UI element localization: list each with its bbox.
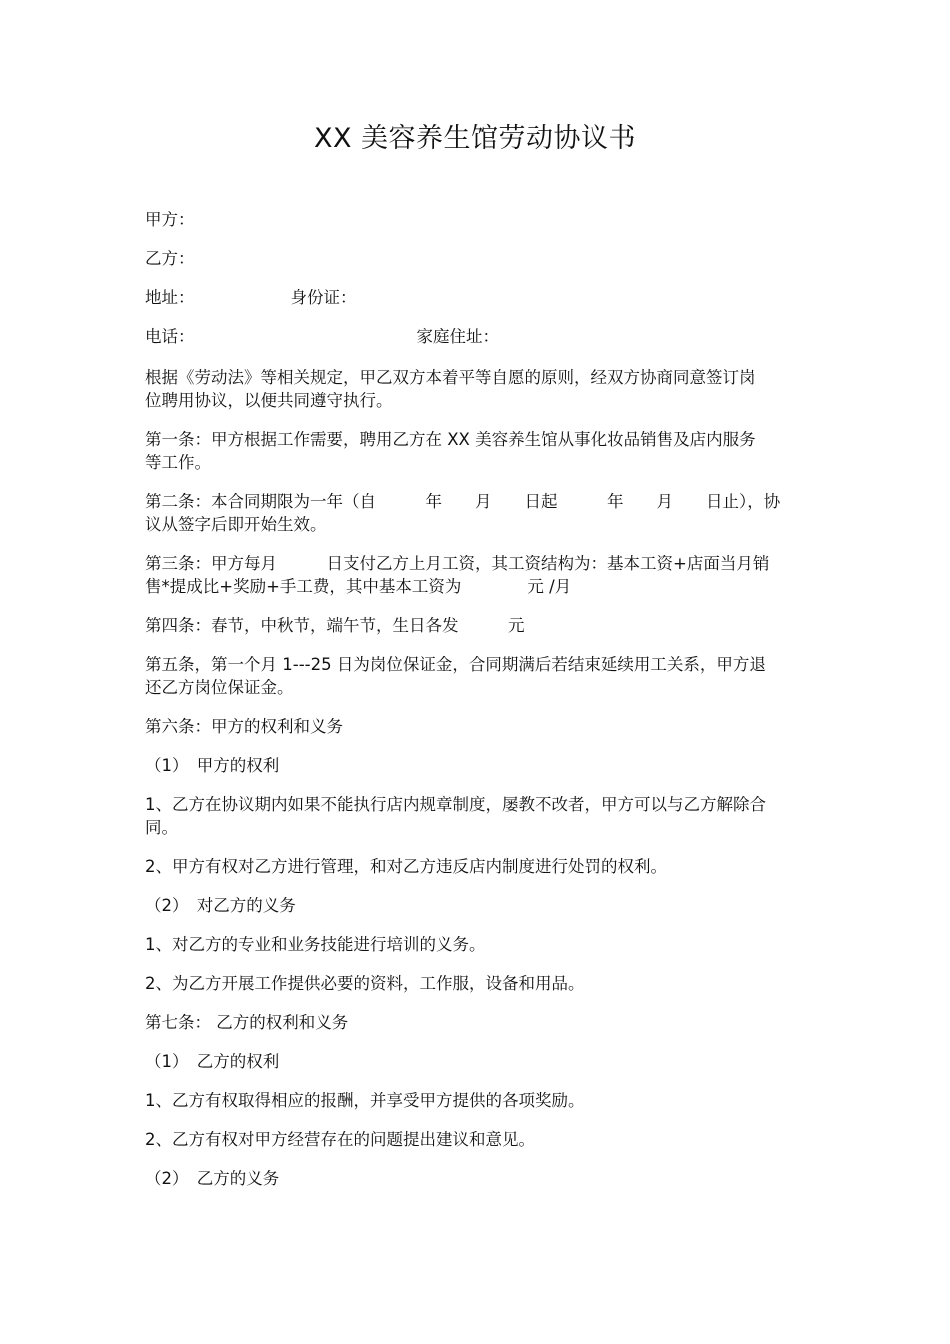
article-5-line-1: 第五条，第一个月 1---25 日为岗位保证金，合同期满后若结束延续用工关系，甲方退	[145, 655, 766, 674]
article-4: 第四条：春节，中秋节，端午节，生日各发 元	[145, 616, 525, 635]
intro-line-2: 位聘用协议，以便共同遵守执行。	[145, 391, 393, 410]
id-label: 身份证：	[290, 288, 357, 307]
article-6-item-3: 1、对乙方的专业和业务技能进行培训的义务。	[145, 935, 486, 954]
article-7-item-2: 2、乙方有权对甲方经营存在的问题提出建议和意见。	[145, 1130, 535, 1149]
article-6-item-1-line-1: 1、乙方在协议期内如果不能执行店内规章制度，屡教不改者，甲方可以与乙方解除合	[145, 795, 766, 814]
article-6-item-1-line-2: 同。	[145, 818, 178, 837]
article-7-sub-1: （1） 乙方的权利	[145, 1052, 280, 1071]
article-6-sub-2: （2） 对乙方的义务	[145, 896, 296, 915]
article-6-heading: 第六条：甲方的权利和义务	[145, 717, 343, 736]
article-6-item-2: 2、甲方有权对乙方进行管理，和对乙方违反店内制度进行处罚的权利。	[145, 857, 667, 876]
address-id-row	[145, 286, 810, 309]
article-5-line-2: 还乙方岗位保证金。	[145, 678, 294, 697]
article-3-line-2: 售*提成比+奖励+手工费，其中基本工资为 元 /月	[145, 577, 572, 596]
address-label: 地址：	[145, 288, 195, 307]
article-3-line-1: 第三条：甲方每月 日支付乙方上月工资，其工资结构为：基本工资+店面当月销	[145, 554, 770, 573]
article-1-line-2: 等工作。	[145, 453, 211, 472]
phone-label: 电话：	[145, 327, 195, 346]
article-1-line-1: 第一条：甲方根据工作需要，聘用乙方在 XX 美容养生馆从事化妆品销售及店内服务	[145, 430, 756, 449]
home-address-label: 家庭住址：	[416, 327, 499, 346]
article-7-heading: 第七条： 乙方的权利和义务	[145, 1013, 349, 1032]
intro-line-1: 根据《劳动法》等相关规定，甲乙双方本着平等自愿的原则，经双方协商同意签订岗	[145, 368, 756, 387]
phone-home-row	[145, 325, 810, 348]
article-2-line-2: 议从签字后即开始生效。	[145, 515, 327, 534]
party-a-label: 甲方：	[145, 210, 195, 229]
article-6-item-4: 2、为乙方开展工作提供必要的资料，工作服，设备和用品。	[145, 974, 585, 993]
article-2-line-1: 第二条：本合同期限为一年（自 年 月 日起 年 月 日止），协	[145, 492, 781, 511]
document-title: XX 美容养生馆劳动协议书	[313, 123, 637, 154]
article-7-sub-2: （2） 乙方的义务	[145, 1169, 280, 1188]
party-b-label: 乙方：	[145, 249, 195, 268]
article-7-item-1: 1、乙方有权取得相应的报酬，并享受甲方提供的各项奖励。	[145, 1091, 585, 1110]
article-6-sub-1: （1） 甲方的权利	[145, 756, 280, 775]
